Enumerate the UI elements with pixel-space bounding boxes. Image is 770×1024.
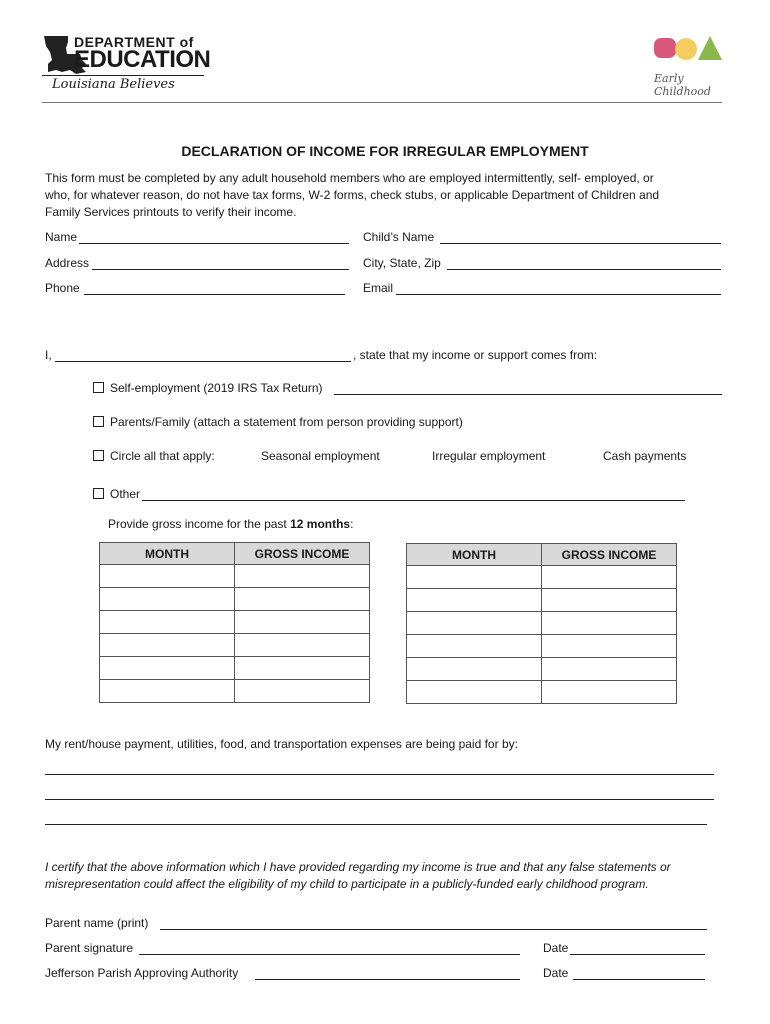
parents-family-label: Parents/Family (attach a statement from person providing support) [110,415,463,429]
header-divider [42,102,722,103]
circle-all-label: Circle all that apply: [110,449,215,463]
gross-income-header: GROSS INCOME [235,543,370,565]
statement-suffix: , state that my income or support comes from: [353,348,598,362]
cash-payments-option[interactable]: Cash payments [603,449,687,463]
circle-all-checkbox[interactable] [93,450,104,461]
early-childhood-logo [648,34,728,96]
option-parents-family[interactable] [93,415,463,429]
statement-prefix: I, [45,348,52,362]
table-row [100,680,370,703]
self-employment-field[interactable] [334,394,722,395]
name-label: Name [45,230,78,244]
table-row [407,612,677,635]
self-employment-checkbox[interactable] [93,382,104,393]
intro-line-2: who, for whatever reason, do not have tax forms, W-2 forms, check stubs, or applicable Department of Children and [45,188,660,202]
city-state-zip-label: City, State, Zip [363,256,441,270]
logo-top-text: DEPARTMENT of [74,34,194,50]
other-label: Other [110,487,141,501]
option-other[interactable] [93,487,140,501]
expenses-line-1[interactable] [45,774,714,775]
parent-name-field[interactable] [160,929,707,930]
month-header: MONTH [407,544,542,566]
income-table-right [406,543,677,704]
parent-signature-field[interactable] [139,954,520,955]
table-row [100,657,370,680]
gross-income-prompt: Provide gross income for the past 12 months: [108,517,354,531]
early-childhood-text: Early Childhood [654,72,711,98]
gross-income-header: GROSS INCOME [542,544,677,566]
phone-label: Phone [45,281,80,295]
certify-line-1: I certify that the above information which I have provided regarding my income is true and that any false statements or [45,860,671,874]
seasonal-employment-option[interactable]: Seasonal employment [261,449,380,463]
date-label-1: Date [543,941,569,955]
option-circle-all[interactable] [93,449,215,463]
table-row [407,681,677,704]
table-row [407,566,677,589]
city-state-zip-field[interactable] [447,269,721,270]
table-row [407,658,677,681]
table-row [407,589,677,612]
other-checkbox[interactable] [93,488,104,499]
table-row [100,634,370,657]
address-label: Address [45,256,90,270]
email-field[interactable] [396,294,721,295]
date-label-2: Date [543,966,569,980]
parents-family-checkbox[interactable] [93,416,104,427]
phone-field[interactable] [84,294,345,295]
expenses-line-3[interactable] [45,824,707,825]
childs-name-field[interactable] [440,243,721,244]
table-row [100,565,370,588]
gross-income-months: 12 months [290,517,351,531]
date-field-1[interactable] [570,954,705,955]
logo-main-text: EDUCATION [74,46,211,73]
certify-line-2: misrepresentation could affect the eligibility of my child to participate in a publicly-funded early childhood program. [45,877,649,891]
expenses-line-2[interactable] [45,799,714,800]
month-header: MONTH [100,543,235,565]
intro-line-1: This form must be completed by any adult household members who are employed intermittently, self- employed, or [45,171,654,185]
address-field[interactable] [92,269,349,270]
early-childhood-shapes-icon [652,34,724,62]
self-employment-label: Self-employment (2019 IRS Tax Return) [110,381,323,395]
intro-line-3: Family Services printouts to verify their income. [45,205,297,219]
parent-signature-label: Parent signature [45,941,134,955]
doe-logo [42,34,212,94]
expenses-label: My rent/house payment, utilities, food, and transportation expenses are being paid for by: [45,737,518,751]
income-table-left [99,542,370,703]
authority-signature-field[interactable] [255,979,520,980]
authority-label: Jefferson Parish Approving Authority [45,966,239,980]
irregular-employment-option[interactable]: Irregular employment [432,449,546,463]
statement-name-field[interactable] [55,361,351,362]
date-field-2[interactable] [573,979,705,980]
logo-tagline: Louisiana Believes [52,77,175,92]
form-title: DECLARATION OF INCOME FOR IRREGULAR EMPLOYMENT [181,143,589,159]
name-field[interactable] [79,243,349,244]
table-row [100,588,370,611]
parent-name-label: Parent name (print) [45,916,149,930]
other-field[interactable] [142,500,685,501]
table-row [100,611,370,634]
option-self-employment[interactable] [93,381,323,395]
childs-name-label: Child’s Name [363,230,435,244]
email-label: Email [363,281,394,295]
table-row [407,635,677,658]
